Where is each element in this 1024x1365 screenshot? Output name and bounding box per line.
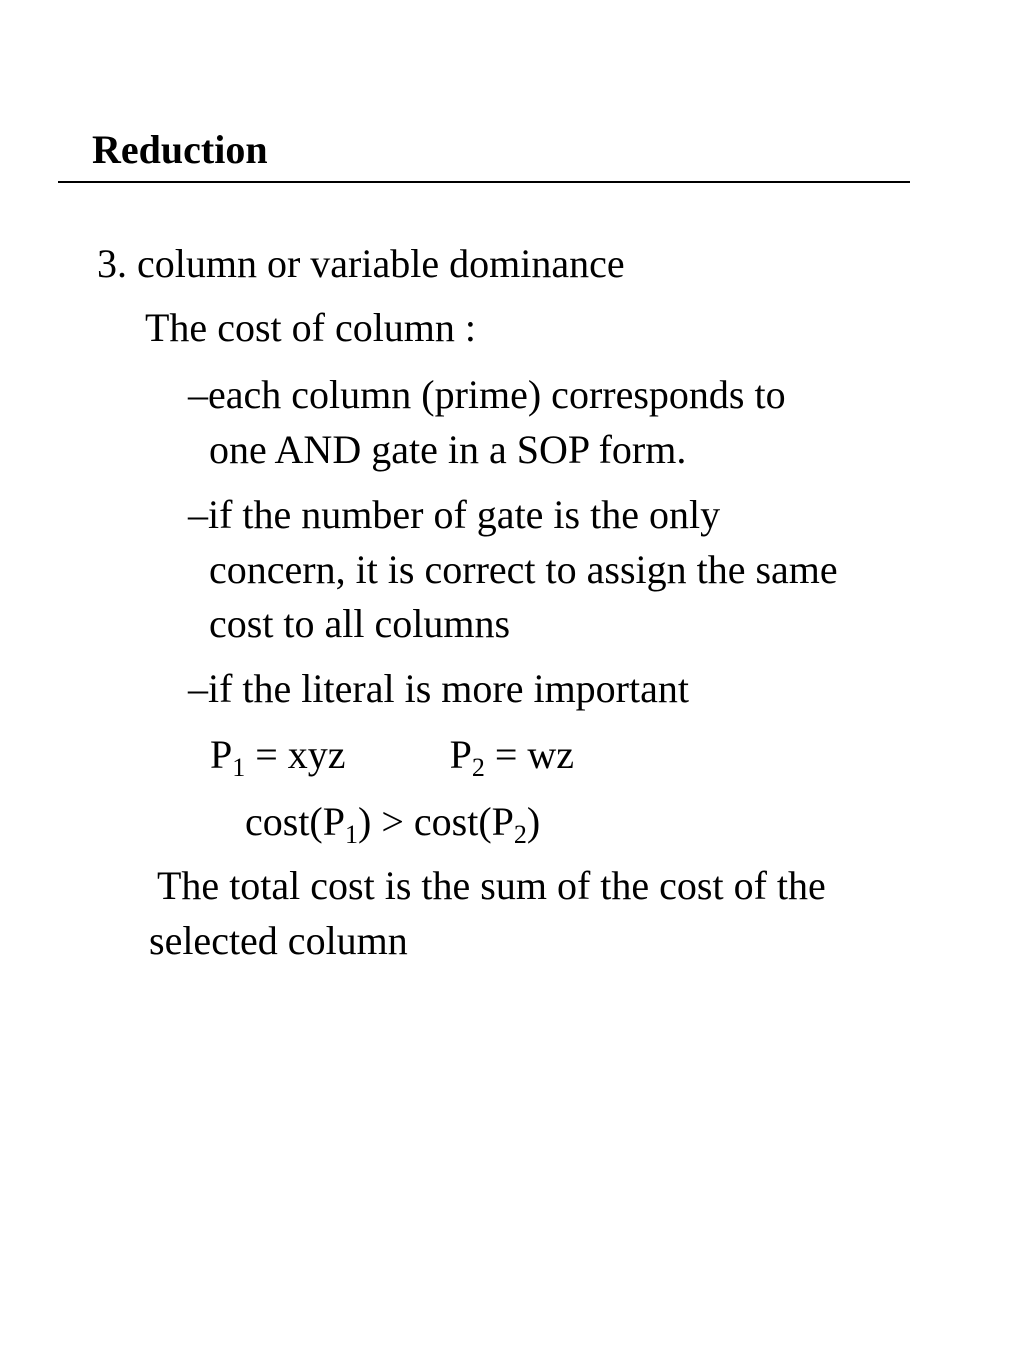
bullet-1-line-1: –each column (prime) corresponds to (188, 372, 786, 417)
comparison-middle: ) > cost(P (358, 799, 514, 844)
bullet-3-line-1: –if the literal is more important (188, 666, 689, 711)
comparison-sub-1: 1 (345, 820, 358, 849)
bullet-2-line-3: cost to all columns (209, 601, 511, 646)
total-cost-line-1: The total cost is the sum of the cost of the (157, 863, 826, 908)
p1-subscript: 1 (232, 753, 246, 782)
bullet-2-line-2: concern, it is correct to assign the same (209, 547, 838, 592)
title-divider (58, 181, 910, 183)
p1-expression: = xyz (245, 732, 346, 777)
total-cost-line-2: selected column (149, 918, 408, 963)
bullet-1-line-2: one AND gate in a SOP form. (209, 427, 687, 472)
bullet-2-line-1: –if the number of gate is the only (188, 492, 721, 537)
heading-text: column or variable dominance (137, 241, 625, 286)
cost-comparison (245, 795, 540, 849)
heading-line (97, 237, 625, 291)
comparison-left: cost(P (245, 799, 345, 844)
comparison-sub-2: 2 (513, 820, 527, 849)
p2-subscript: 2 (471, 753, 485, 782)
heading-number: 3. (97, 241, 127, 286)
comparison-right: ) (526, 799, 541, 844)
slide-title: Reduction (92, 127, 268, 172)
p2-symbol: P (449, 732, 472, 777)
cost-intro: The cost of column : (145, 305, 477, 350)
p1-symbol: P (210, 732, 233, 777)
prime-formula (210, 728, 574, 782)
p2-expression: = wz (484, 732, 575, 777)
